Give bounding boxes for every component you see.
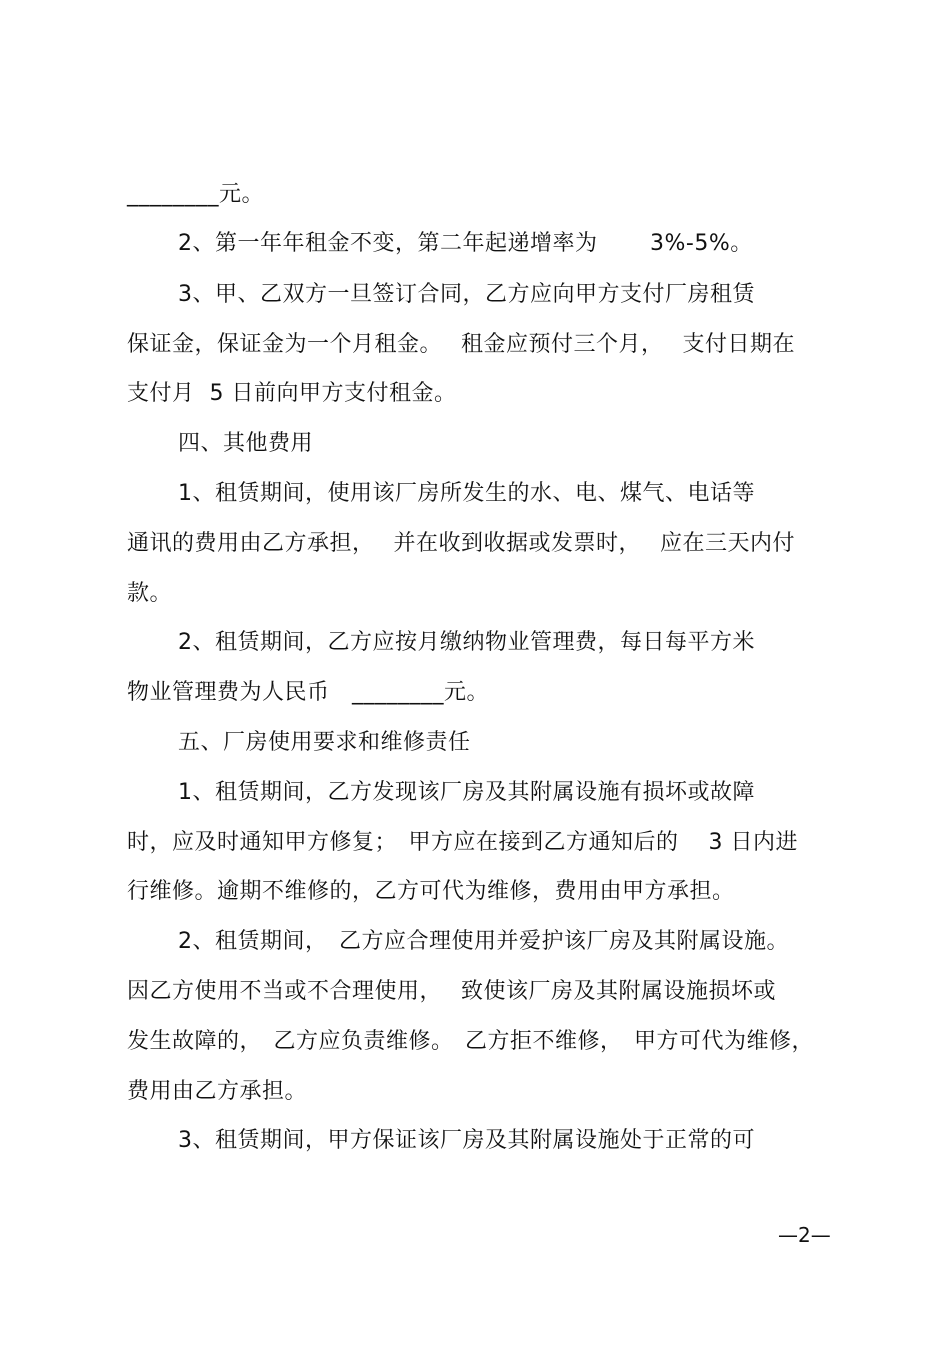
text-line-5: 支付月 5 日前向甲方支付租金。 (127, 381, 457, 406)
text-line-14: 时，应及时通知甲方修复； 甲方应在接到乙方通知后的 3 日内进 (127, 830, 798, 855)
section-heading-5: 五、厂房使用要求和维修责任 (178, 730, 471, 755)
text-line-11: 物业管理费为人民币 ________元。 (127, 680, 490, 705)
text-line-13: 1、租赁期间，乙方发现该厂房及其附属设施有损坏或故障 (178, 780, 755, 805)
text-line-9: 款。 (127, 581, 173, 606)
page-number: —2— (778, 1223, 831, 1247)
text-line-10: 2、租赁期间，乙方应按月缴纳物业管理费，每日每平方米 (178, 630, 755, 655)
text-line-8: 通讯的费用由乙方承担， 并在收到收据或发票时， 应在三天内付 (127, 531, 795, 556)
text-line-1: ________元。 (127, 182, 265, 207)
text-line-16: 2、租赁期间， 乙方应合理使用并爱护该厂房及其附属设施。 (178, 929, 789, 954)
text-line-2: 2、第一年年租金不变，第二年起递增率为 3%-5%。 (178, 231, 753, 256)
text-line-18: 发生故障的， 乙方应负责维修。 乙方拒不维修， 甲方可代为维修， (127, 1029, 815, 1054)
text-line-3: 3、甲、乙双方一旦签订合同，乙方应向甲方支付厂房租赁 (178, 282, 755, 307)
text-line-15: 行维修。逾期不维修的，乙方可代为维修，费用由甲方承担。 (127, 879, 735, 904)
text-line-7: 1、租赁期间，使用该厂房所发生的水、电、煤气、电话等 (178, 481, 755, 506)
text-line-17: 因乙方使用不当或不合理使用， 致使该厂房及其附属设施损坏或 (127, 979, 776, 1004)
text-line-4: 保证金，保证金为一个月租金。 租金应预付三个月， 支付日期在 (127, 332, 795, 357)
text-line-20: 3、租赁期间，甲方保证该厂房及其附属设施处于正常的可 (178, 1128, 755, 1153)
text-line-19: 费用由乙方承担。 (127, 1079, 308, 1104)
section-heading-4: 四、其他费用 (178, 431, 314, 456)
